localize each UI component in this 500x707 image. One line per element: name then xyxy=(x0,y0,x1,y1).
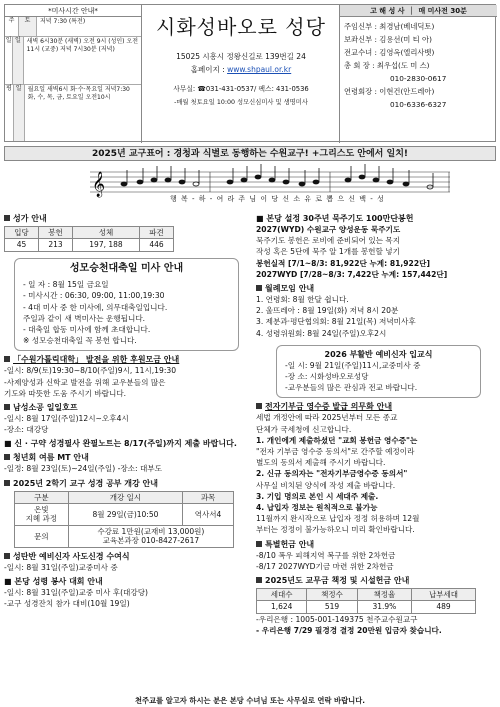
homepage-link[interactable]: www.shpaul.or.kr xyxy=(227,65,292,75)
mass-row-sunday: 일 일 새벽 6시30분 (새벽) 오전 9시 (성인) 오전 11시 (교중) 저녁 7시30분 (저녁) xyxy=(5,37,141,85)
parish-address: 15025 시흥시 정왕신길로 139번길 24 xyxy=(176,52,306,61)
special-offering-title: 특별헌금 안내 xyxy=(256,540,496,550)
catechumen-title: 2026 부활반 예비신자 입교식 xyxy=(324,349,433,359)
assumption-mass-box: 성모승천대축일 미사 안내 - 일 자 : 8월 15일 금요일 - 미사시간 : 06:30, 09:00, 11:00,19:30 - 4대 미사 중 한 미사에, 의무대축일입니다. 주일과 같이 새 벽미사는 운행됩니다. - 대축일 합동 미사에 함께 초대합니다. ※ 성모승천대축일 꼭 봉헌 합니다. xyxy=(14,258,239,352)
donation-receipt-title: 전자기부금 영수증 발급 의무화 안내 xyxy=(256,402,496,412)
parish-title: 시화성바오로 성당 xyxy=(156,15,326,39)
seminary-fund-title: 「수원가톨릭대학」 발전을 위한 후원모금 안내 xyxy=(4,355,250,365)
footer-note: 천주교를 알고자 하시는 분은 본당 수녀님 또는 사무실로 연락 바랍니다. xyxy=(134,695,366,705)
left-column: 성가 안내 입당 봉헌 성체 파견 45 213 197, 188 446 성모승천대축일 미사 안내 - 일 자 : 8월 15일 금요일 - 미사시간 : 06:30, 09:00, 11:00,19:30 - 4대 미사 중 한 미사에, 의무대축일입니다. 주일과 같이 새 벽미사는 운행됩니다. - 대축일 합동 미사에 함께 초대합니다. ※ 성모승천대축일 꼭 봉헌 합니다. 「수원가톨릭대학」 발전을 위한 후원모금 안내 -일시: 8/9(토)19:30~8/10(주일)9시, 11시,19:30 -사제양성과 신학교 발전을 위해 교우분들의 많은 기도와 따뜻한 도움 주시기 바랍니다. 남성소공 일일호프 -일시: 8월 17일(주일)12시~오후4시 -장소: 대강당 ■ 신 · 구약 성경필사 완필노트는 8/17(주일)까지 제출 바랍니다. 청년회 여름 MT 안내 -일정: 8월 23일(토)~24일(주일) -장소: 대부도 2025년 2학기 교구 성경 공부 개강 안내 구분 개강 일시 과목 온빛 지혜 과정 8월 29일(금)10:50 역사서4 문의 수강료 1만원(교재비 13,000원) 교육본과장 010-8427-2617 성탄반 예비신자 사도신경 수여식 -일시: 8월 31일(주일)교중미사 중 ■ 본당 성령 봉사 대회 안내 -일시: 8월 31일(주일)교중 미사 후(대강당) -교구 성경잔치 참가 대비(10월 19일) xyxy=(4,210,250,609)
right-column: ■ 본당 설정 30주년 묵주기도 100만단봉헌 2027(WYD) 수원교구 양성운동 묵주기도 묵주기도 봉헌은 로비에 준비되어 있는 목지 작성 혹은 5단에 묵주 알 1개를 봉헌할 넣기 봉헌실적 [7/1~8/3: 81,922단 누계: 81,922단] 2027WYD [7/28~8/3: 7,422단 누계: 157,442단] 월례모임 안내 1. 연령회: 8월 한달 쉽니다. 2. 울뜨레아 : 8월 19일(화) 저녁 8시 20분 3. 제분과·평단협의회: 8월 21일(목) 저녁미사후 4. 성령위원회: 8월 24일(주일)오후2시 2026 부활반 예비신자 입교식 -일 시: 9월 21일(주일)11시,교중미사 중 -장 소: 시화성바오로성당 -교우분들의 많은 관심과 전교 바랍니다. 전자기부금 영수증 발급 의무화 안내 세법 개정안에 따라 2025년부터 모든 종교 단체가 국세청에 신고합니다. 1. 개인에게 제출하셨던 "교회 봉헌금 영수증"는 "전자 기부금 영수증 동의서"로 간주할 예정이라 별도의 동의서 제출해 주시기 바랍니다. 2. 신규 동의자는 "전자기부금영수증 동의서" 사무실 비치된 양식에 작성 제출 바랍니다. 3. 기입 명의로 본인 시 세대주 제출. 4. 납입자 정보는 원칙적으로 불가능 11월까지 완시작으로 납입자 정정 허용하며 12월 부터는 정정이 불가능하오니 미리 확인바랍니다. 특별헌금 안내 -8/10 폭우 피해지역 복구를 위한 2차헌금 -8/17 2027WYD기금 마련 위한 2차헌금 2025년도 교무금 책정 및 시설헌금 안내 세대수 책정수 책정율 납부세대 1,624 519 31.9% 489 -우리은행 : 1005-001-149375 천주교수원교구 - 우리은행 7/29 필경경 결정 20만원 입금자 찾습니다. xyxy=(256,210,496,636)
diocese-motto: 2025년 교구표어 : 경청과 식별로 동행하는 수원교구! +그리스도 안에서 일치! xyxy=(4,146,496,161)
assumption-title: 성모승천대축일 미사 안내 xyxy=(69,262,184,274)
bible-contest-title: ■ 본당 성령 봉사 대회 안내 xyxy=(4,576,103,586)
office-phone: 사무실: ☎031-431-0537/ 팩스: 431-0536 xyxy=(173,84,309,93)
men-hof-title: 남성소공 일일호프 xyxy=(4,403,250,413)
hymn-table: 입당 봉헌 성체 파견 45 213 197, 188 446 xyxy=(4,226,174,252)
mass-schedule-title: *미사시간 안내* xyxy=(5,5,141,17)
staff-info xyxy=(339,5,497,143)
bible-study-table: 구분 개강 일시 과목 온빛 지혜 과정 8월 29일(금)10:50 역사서4 문의 수강료 1만원(교재비 13,000원) 교육본과장 010-8427-2617 xyxy=(14,491,234,548)
catechumen-box: 2026 부활반 예비신자 입교식 -일 시: 9월 21일(주일)11시,교중미사 중 -장 소: 시화성바오로성당 -교우분들의 많은 관심과 전교 바랍니다. xyxy=(276,345,481,399)
homepage: 홈페이지 : www.shpaul.or.kr xyxy=(190,65,292,75)
staff-list: 주임신부 : 최경남(베네딕토) 보좌신부 : 김용선(미 티 아) 전교수녀 : 김영옥(엘리사벳) 총 회 장 : 최우섭(도 미 스) 010-2830-0617 연령회장 : 이현건(안드레아) 010-6336-6327 xyxy=(344,22,447,109)
dues-table: 세대수 책정수 책정율 납부세대 1,624 519 31.9% 489 xyxy=(256,588,476,614)
header xyxy=(4,4,496,142)
mass-row-weekday: 평 일 월요일 새벽6시 화·수·목요일 저녁7:30 화, 수, 목, 금, 토요일 오전10시 xyxy=(5,85,141,141)
music-lyrics: 행 복 - 하 - 여 라 주 님 이 당 신 소 유 로 뽑 으 신 백 - 성 xyxy=(170,195,385,203)
hymn-section-title: 성가 안내 xyxy=(4,214,250,224)
rosary-title: ■ 본당 설정 30주년 묵주기도 100만단봉헌 xyxy=(256,214,414,223)
creed-ceremony-title: 성탄반 예비신자 사도신경 수여식 xyxy=(4,552,250,562)
mass-row-saturday: 주 토 저녁 7:30 (특전) xyxy=(5,17,141,37)
bible-study-title: 2025년 2학기 교구 성경 공부 개강 안내 xyxy=(4,479,250,489)
bible-copy-notice: ■ 신 · 구약 성경필사 완필노트는 8/17(주일)까지 제출 바랍니다. xyxy=(4,439,237,449)
mass-schedule xyxy=(5,5,142,143)
parish-info xyxy=(145,5,337,143)
first-saturday-note: -매월 첫토요일 10:00 성모신심미사 및 생명미사 xyxy=(174,99,308,107)
bullet-icon xyxy=(4,215,10,221)
dues-title: 2025년도 교무금 책정 및 시설헌금 안내 xyxy=(256,576,496,586)
confession-time: 고 해 성 사 │ 매 미사전 30분 xyxy=(340,5,497,17)
monthly-meeting-title: 월례모임 안내 xyxy=(256,284,496,294)
svg-text:𝄞: 𝄞 xyxy=(92,172,106,197)
youth-mt-title: 청년회 여름 MT 안내 xyxy=(4,453,250,463)
